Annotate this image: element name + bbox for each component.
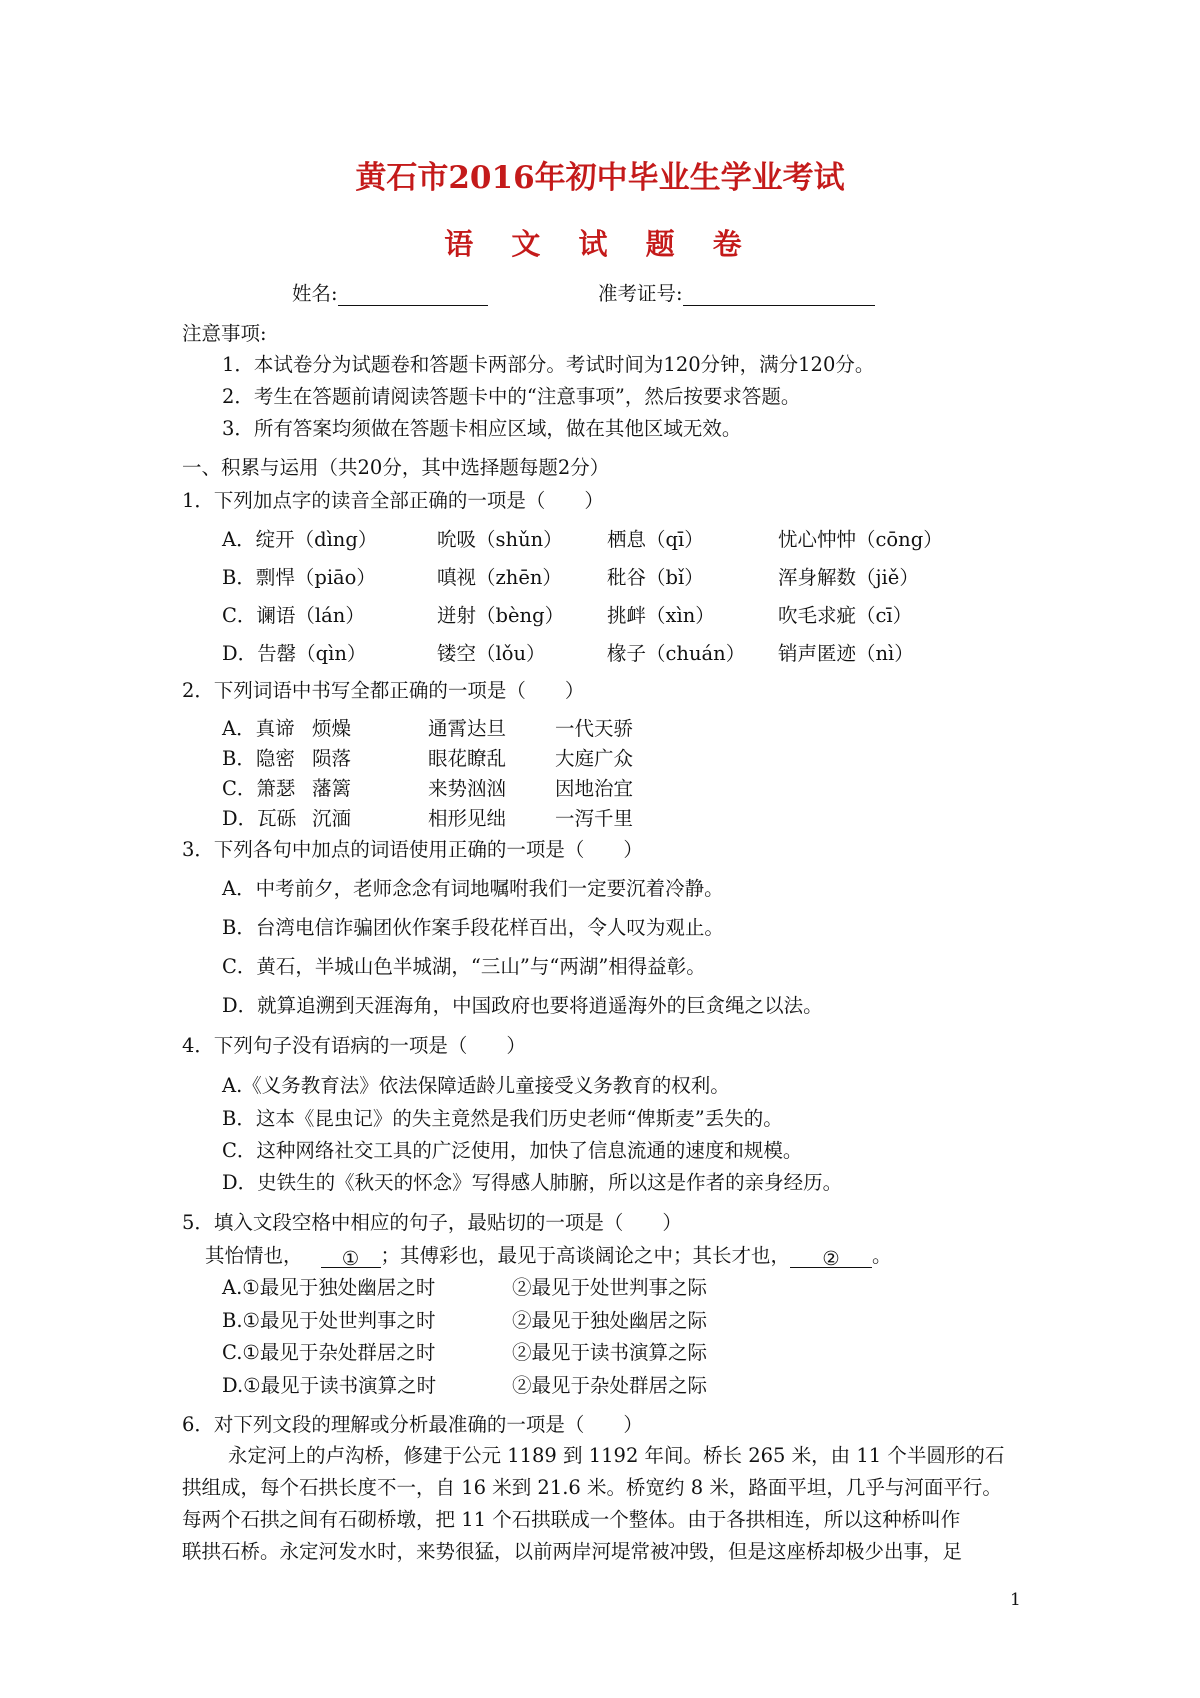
q5-option: ②最见于杂处群居之际	[512, 1374, 708, 1397]
name-blank	[338, 285, 488, 306]
q1-option: 秕谷（bǐ）	[607, 566, 704, 589]
q2-word: 大庭广众	[555, 747, 634, 770]
note-item: 2．考生在答题前请阅读答题卡中的“注意事项”，然后按要求答题。	[222, 385, 801, 408]
notes-heading: 注意事项:	[182, 322, 267, 345]
q2-word: 通霄达旦	[428, 717, 507, 740]
q5-option: B.①最见于处世判事之时	[222, 1309, 436, 1332]
q2-word: 一泻千里	[555, 807, 634, 830]
q1-option: 忧心忡忡（cōng）	[778, 528, 943, 551]
q4-option: C．这种网络社交工具的广泛使用，加快了信息流通的速度和规模。	[222, 1139, 803, 1162]
q1-option: A．绽开（dìng）	[222, 528, 378, 551]
q2-word: 藩篱	[312, 777, 352, 800]
exam-title: 黄石市2016年初中毕业生学业考试	[355, 160, 845, 196]
note-item: 3．所有答案均须做在答题卡相应区域，做在其他区域无效。	[222, 417, 742, 440]
q1-option: D．告罄（qìn）	[222, 642, 367, 665]
q5-blank-2: ②	[790, 1247, 872, 1268]
q2-word: 相形见绌	[428, 807, 507, 830]
q1-option: 镂空（lǒu）	[437, 642, 546, 665]
q2-option: D．瓦砾	[222, 807, 297, 830]
question-3-stem: 3．下列各句中加点的词语使用正确的一项是（ ）	[182, 838, 643, 861]
q2-word: 眼花瞭乱	[428, 747, 507, 770]
name-label: 姓名:	[292, 282, 338, 305]
note-item: 1．本试卷分为试题卷和答题卡两部分。考试时间为120分钟，满分120分。	[222, 353, 875, 376]
q1-option: 吮吸（shǔn）	[437, 528, 563, 551]
q5-option: ②最见于读书演算之际	[512, 1341, 708, 1364]
q1-option: 吹毛求疵（cī）	[778, 604, 913, 627]
q5-passage-b: ；其傅彩也，最见于高谈阔论之中；其长才也，	[380, 1244, 791, 1267]
q1-option: C．谰语（lán）	[222, 604, 365, 627]
q2-word: 烦燥	[312, 717, 352, 740]
q5-passage-a: 其怡情也，	[205, 1244, 303, 1267]
q1-option: 嗔视（zhēn）	[437, 566, 562, 589]
q5-passage	[205, 1240, 892, 1268]
q2-option: C．箫瑟	[222, 777, 296, 800]
q2-option: A．真谛	[222, 717, 295, 740]
q6-passage-line: 联拱石桥。永定河发水时，来势很猛，以前两岸河堤常被冲毁，但是这座桥却极少出事，足	[182, 1540, 963, 1563]
q2-word: 来势汹汹	[428, 777, 507, 800]
q5-option: D.①最见于读书演算之时	[222, 1374, 437, 1397]
q3-option: B．台湾电信诈骗团伙作案手段花样百出，令人叹为观止。	[222, 916, 724, 939]
q3-option: D．就算追溯到天涯海角，中国政府也要将逍遥海外的巨贪绳之以法。	[222, 994, 823, 1017]
q2-word: 一代天骄	[555, 717, 634, 740]
q1-option: B．剽悍（piāo）	[222, 566, 376, 589]
q5-blank-1: ①	[321, 1247, 381, 1268]
q3-option: C．黄石，半城山色半城湖，“三山”与“两湖”相得益彰。	[222, 955, 706, 978]
q5-option: C.①最见于杂处群居之时	[222, 1341, 436, 1364]
page-number: 1	[1010, 1590, 1021, 1610]
q3-option: A．中考前夕，老师念念有词地嘱咐我们一定要沉着冷静。	[222, 877, 724, 900]
id-blank	[683, 285, 875, 306]
section-heading: 一、积累与运用（共20分，其中选择题每题2分）	[182, 456, 610, 479]
question-5-stem: 5．填入文段空格中相应的句子，最贴切的一项是（ ）	[182, 1211, 682, 1234]
q2-word: 陨落	[312, 747, 352, 770]
exam-subtitle: 语 文 试 题 卷	[444, 227, 756, 261]
q1-option: 迸射（bèng）	[437, 604, 565, 627]
name-field	[292, 278, 488, 306]
q6-passage-line: 永定河上的卢沟桥，修建于公元 1189 到 1192 年间。桥长 265 米，由 11 个半圆形的石	[228, 1444, 1005, 1467]
q6-passage-line: 每两个石拱之间有石砌桥墩，把 11 个石拱联成一个整体。由于各拱相连，所以这种桥叫作	[182, 1508, 961, 1531]
question-2-stem: 2．下列词语中书写全都正确的一项是（ ）	[182, 679, 585, 702]
q4-option: B．这本《昆虫记》的失主竟然是我们历史老师“俾斯麦”丢失的。	[222, 1107, 783, 1130]
q6-passage-line: 拱组成，每个石拱长度不一，自 16 米到 21.6 米。桥宽约 8 米，路面平坦，几乎与河面平行。	[182, 1476, 1002, 1499]
question-1-stem: 1．下列加点字的读音全部正确的一项是（ ）	[182, 489, 604, 512]
id-label: 准考证号:	[598, 282, 683, 305]
q2-word: 沉湎	[312, 807, 352, 830]
q2-option: B．隐密	[222, 747, 295, 770]
q5-passage-c: 。	[872, 1244, 892, 1267]
q5-option: ②最见于独处幽居之际	[512, 1309, 708, 1332]
q5-option: A.①最见于独处幽居之时	[222, 1276, 436, 1299]
q5-option: ②最见于处世判事之际	[512, 1276, 708, 1299]
q4-option: D．史铁生的《秋天的怀念》写得感人肺腑，所以这是作者的亲身经历。	[222, 1171, 843, 1194]
q4-option: A.《义务教育法》依法保障适龄儿童接受义务教育的权利。	[222, 1074, 730, 1097]
q2-word: 因地治宜	[555, 777, 634, 800]
q1-option: 挑衅（xìn）	[607, 604, 715, 627]
q1-option: 销声匿迹（nì）	[778, 642, 914, 665]
question-4-stem: 4．下列句子没有语病的一项是（ ）	[182, 1034, 526, 1057]
q1-option: 浑身解数（jiě）	[778, 566, 919, 589]
id-field	[598, 278, 875, 306]
question-6-stem: 6．对下列文段的理解或分析最准确的一项是（ ）	[182, 1413, 643, 1436]
q1-option: 栖息（qī）	[607, 528, 704, 551]
q1-option: 椽子（chuán）	[607, 642, 746, 665]
